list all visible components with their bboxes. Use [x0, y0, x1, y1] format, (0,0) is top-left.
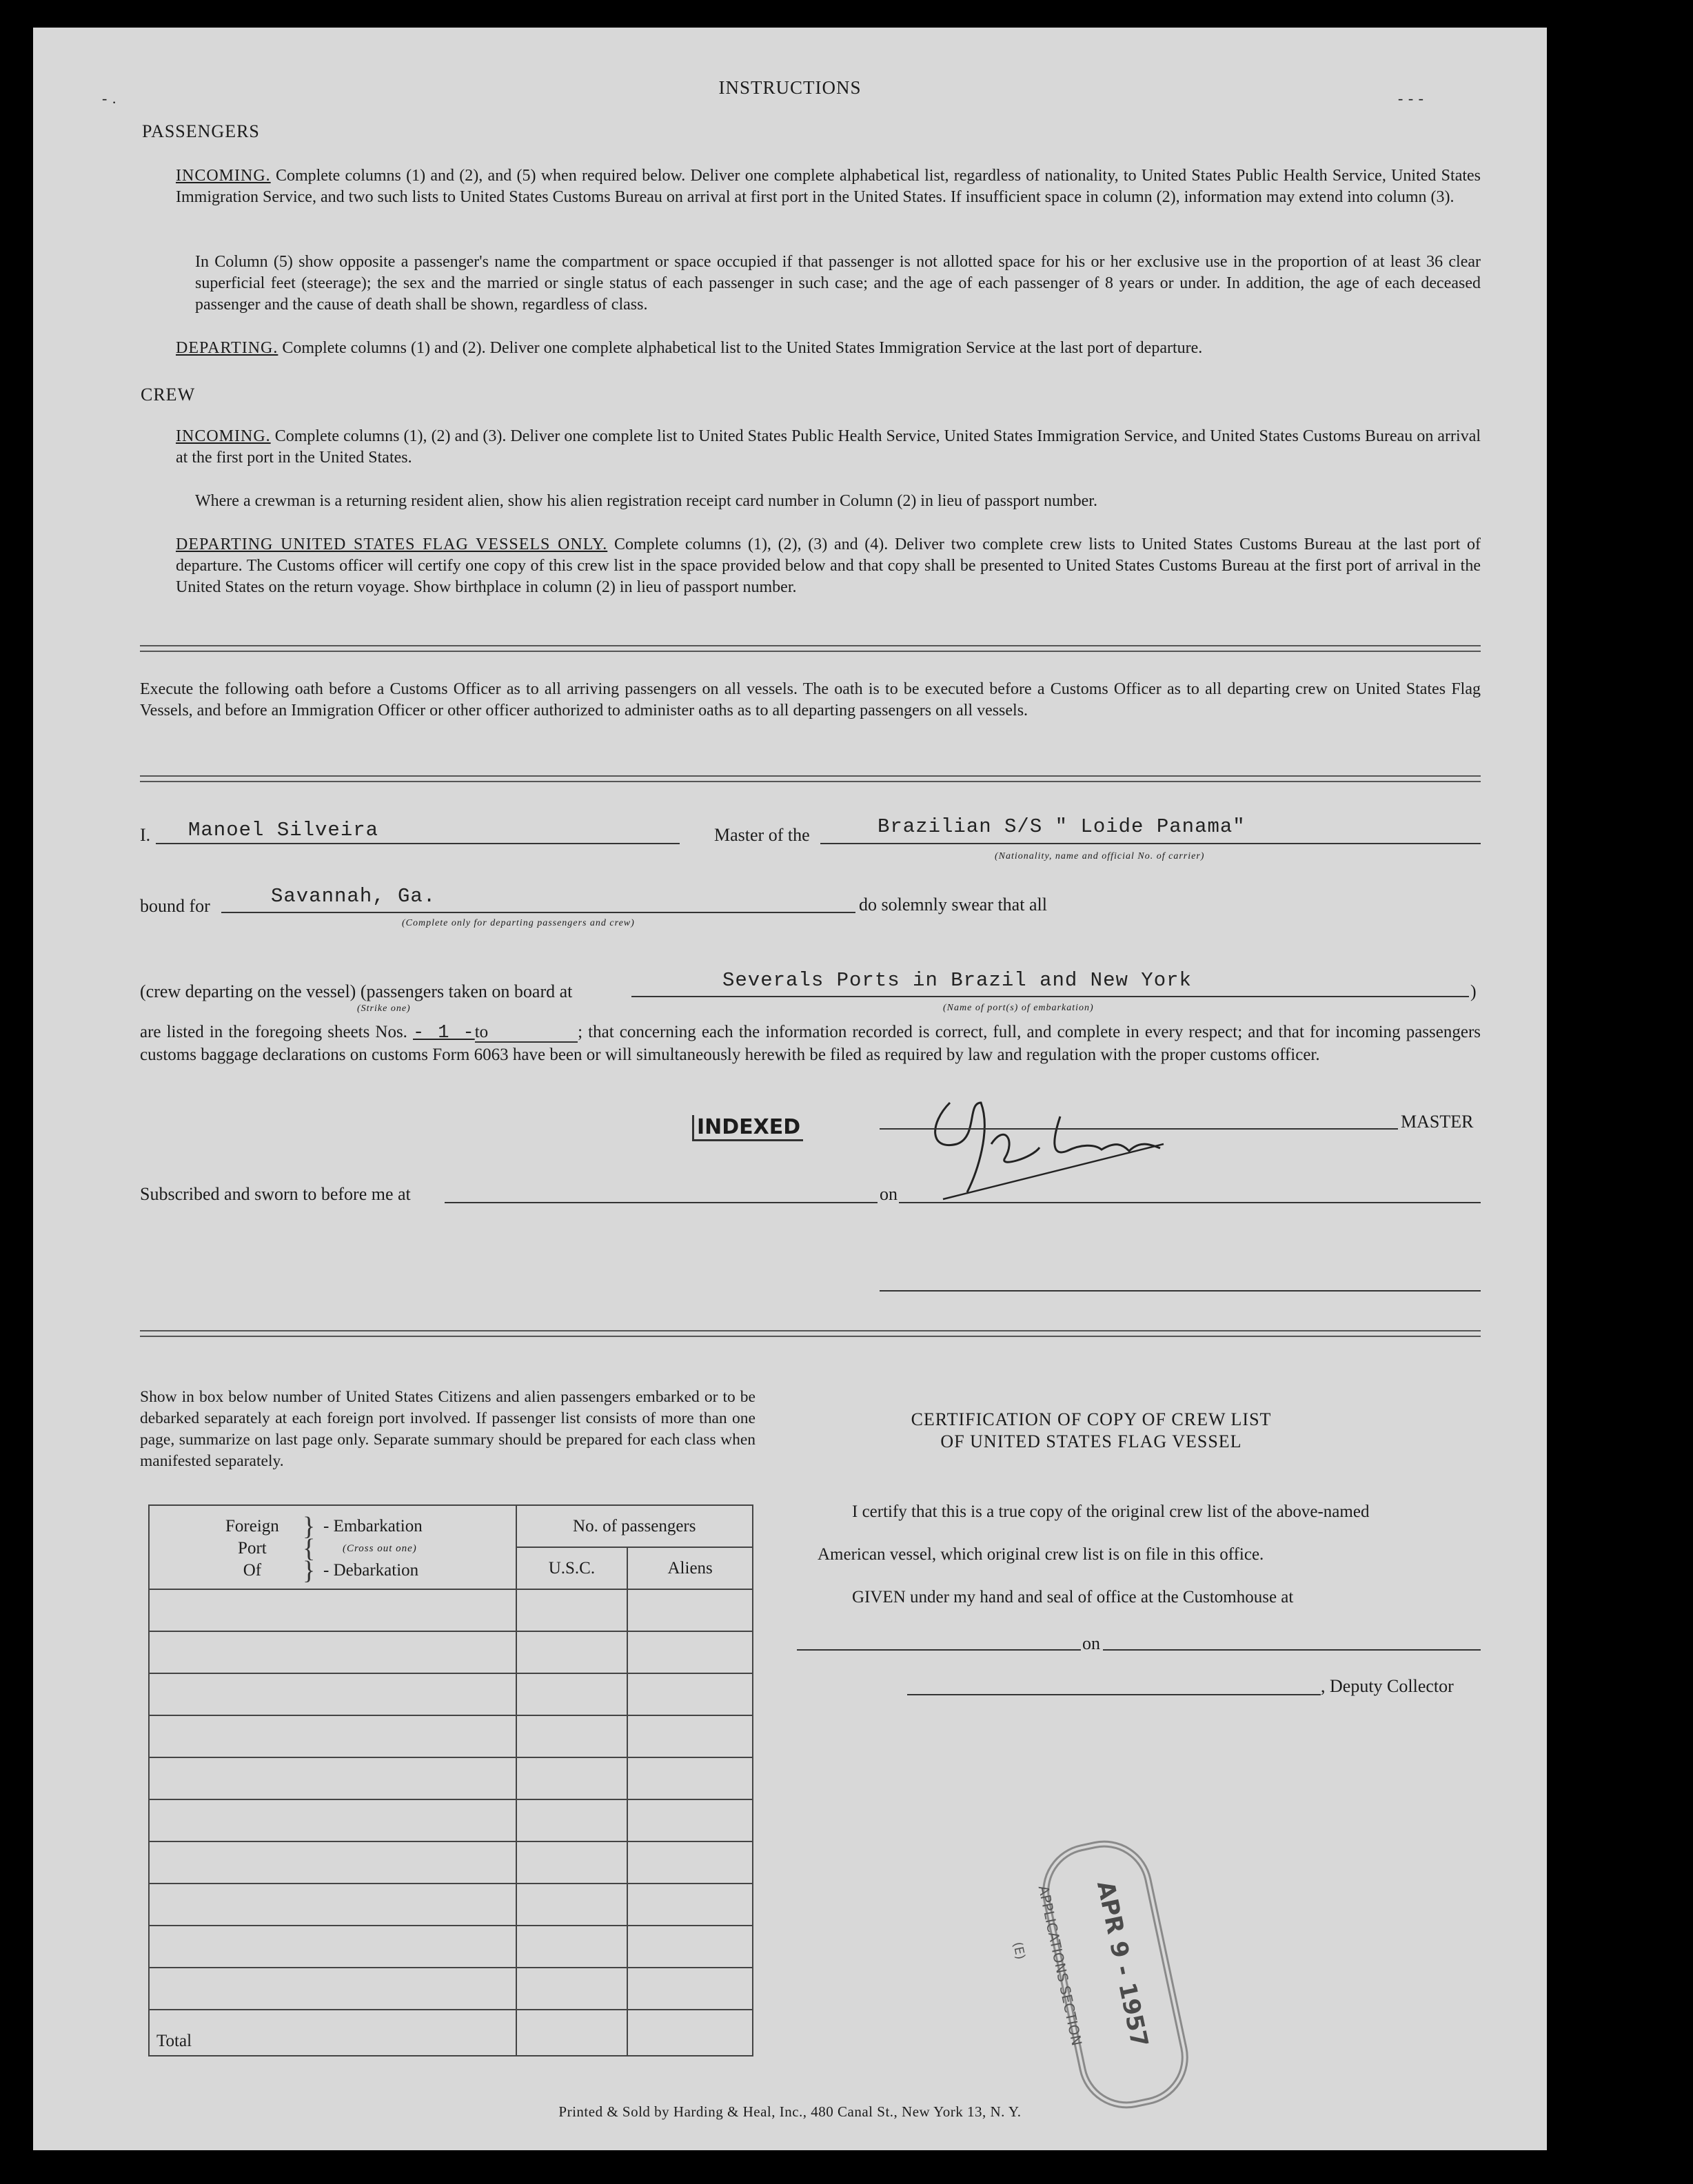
ports-close-paren: ) [1470, 981, 1477, 1001]
stamp-date: APR 9 - 1957 [1091, 1878, 1154, 2050]
table-row [149, 1631, 753, 1673]
given-text: GIVEN under my hand and seal of office at the Customhouse at [852, 1588, 1294, 1606]
received-stamp [998, 1833, 1205, 2109]
certification-on-label: on [1082, 1633, 1100, 1653]
aliens-cell[interactable] [627, 1673, 753, 1715]
aliens-cell[interactable] [627, 1926, 753, 1968]
certify-line-2: American vessel, which original crew list is on file in this office. [818, 1545, 1264, 1564]
usc-cell[interactable] [516, 1926, 628, 1968]
table-row [149, 1799, 753, 1841]
aliens-cell[interactable] [627, 1841, 753, 1884]
usc-cell[interactable] [516, 1841, 628, 1884]
usc-cell[interactable] [516, 1673, 628, 1715]
passengers-departing-paragraph [176, 338, 1481, 359]
certification-title-2: OF UNITED STATES FLAG VESSEL [940, 1431, 1242, 1451]
crew-resident-paragraph: Where a crewman is a returning resident alien, show his alien registration receipt card number in Column (2) in lieu of passport number. [195, 492, 1097, 510]
aliens-total-cell[interactable] [627, 2010, 753, 2056]
bound-for-value: Savannah, Ga. [271, 885, 436, 908]
master-name: Manoel Silveira [188, 819, 379, 841]
aliens-header: Aliens [627, 1547, 753, 1589]
port-cell[interactable] [149, 1757, 516, 1799]
crew-departing-text: Complete columns (1), (2), (3) and (4). Deliver two complete crew lists to United States Customs Bureau at the last port of departure. The Customs officer will certify one copy of this crew list in the space provided below and that copy shall be presented to United States Customs Bureau at the first port of arrival in the United States on the return voyage. Show birthplace in column (2) in lieu of passport number. [176, 535, 1481, 596]
stamp-code: (E) [1010, 1940, 1028, 1961]
deputy-signature-line [907, 1694, 1321, 1695]
table-row [149, 1968, 753, 2010]
bound-for-caption: (Complete only for departing passengers and crew) [402, 918, 635, 928]
deputy-collector-label: , Deputy Collector [1321, 1676, 1454, 1696]
total-row [149, 2010, 753, 2056]
master-of-label: Master of the [714, 825, 810, 845]
summary-instructions: Show in box below number of United States Citizens and alien passengers embarked or to be debarked separately at each foreign port involved. If passenger list consists of more than one page, summarize on last page only. Separate summary should be prepared for each class when manifested separately. [140, 1388, 756, 1470]
ports-value: Severals Ports in Brazil and New York [722, 969, 1192, 992]
indexed-stamp [692, 1115, 803, 1141]
port-cell[interactable] [149, 1589, 516, 1631]
port-cell[interactable] [149, 1841, 516, 1884]
swear-text: do solemnly swear that all [859, 895, 1047, 915]
strike-one-caption: (Strike one) [357, 1003, 411, 1014]
table-row [149, 1926, 753, 1968]
divider-3 [140, 1330, 1481, 1337]
passengers-incoming-label: INCOMING. [176, 167, 271, 185]
aliens-cell[interactable] [627, 1799, 753, 1841]
aliens-cell[interactable] [627, 1968, 753, 2010]
port-cell[interactable] [149, 1799, 516, 1841]
table-row [149, 1589, 753, 1631]
vessel-line [820, 843, 1481, 844]
aliens-cell[interactable] [627, 1884, 753, 1926]
master-signature [902, 1075, 1260, 1213]
usc-cell[interactable] [516, 1968, 628, 2010]
crew-departing-label: DEPARTING UNITED STATES FLAG VESSELS ONLY. [176, 535, 608, 553]
table-row [149, 1884, 753, 1926]
aliens-cell[interactable] [627, 1631, 753, 1673]
stamp-section: APPLICATIONS SECTION [1035, 1884, 1086, 2048]
table-row [149, 1715, 753, 1757]
passengers-departing-text: Complete columns (1) and (2). Deliver one complete alphabetical list to the United States Immigration Service at the last port of departure. [282, 339, 1203, 357]
crew-departing-text-line: (crew departing on the vessel) (passengers taken on board at [140, 981, 573, 1001]
aliens-cell[interactable] [627, 1757, 753, 1799]
port-cell[interactable] [149, 1673, 516, 1715]
customhouse-line [797, 1649, 1081, 1651]
corner-marks-left: - . [102, 90, 117, 107]
indexed-stamp-text: INDEXED [697, 1115, 801, 1139]
sheet-from: - 1 - [413, 1023, 475, 1043]
passengers-column5-paragraph: In Column (5) show opposite a passenger's name the compartment or space occupied if that passenger is not allotted space for his or her exclusive use in the proportion of at least 36 clear superficial feet (steerage); the sex and the married or single status of each passenger in such case; and the age of each passenger of 8 years or under. In addition, the age of each deceased passenger and the cause of death shall be shown, regardless of class. [195, 253, 1481, 314]
usc-cell[interactable] [516, 1715, 628, 1757]
document-sheet [33, 28, 1547, 2150]
foreign-port-header [149, 1505, 516, 1589]
page-title: INSTRUCTIONS [718, 77, 862, 98]
table-row [149, 1673, 753, 1715]
aliens-cell[interactable] [627, 1715, 753, 1757]
certify-line-1: I certify that this is a true copy of the original crew list of the above-named [852, 1502, 1370, 1521]
ports-line [631, 996, 1469, 997]
corner-marks-right: - - - [1398, 90, 1424, 107]
subscribed-on-label: on [880, 1184, 898, 1204]
ports-caption: (Name of port(s) of embarkation) [943, 1003, 1094, 1013]
total-label: Total [149, 2010, 516, 2056]
passengers-incoming-text: Complete columns (1) and (2), and (5) when required below. Deliver one complete alphabetical list, regardless of nationality, to United States Public Health Service, United States Immigration Service, and two such lists to United States Customs Bureau on arrival at first port in the United States. If insufficient space in column (2), information may extend into column (3). [176, 167, 1481, 206]
usc-header: U.S.C. [516, 1547, 628, 1589]
bound-for-label: bound for [140, 896, 210, 916]
master-signature-line [880, 1128, 1398, 1130]
listed-paragraph [140, 1021, 1481, 1065]
vessel-name: Brazilian S/S " Loide Panama" [878, 815, 1246, 838]
cross-out-caption: (Cross out one) [343, 1543, 417, 1554]
passengers-heading: PASSENGERS [142, 121, 260, 141]
usc-cell[interactable] [516, 1631, 628, 1673]
subscribed-date-line [899, 1202, 1481, 1203]
bound-for-line [221, 912, 855, 913]
aliens-cell[interactable] [627, 1589, 753, 1631]
port-cell[interactable] [149, 1926, 516, 1968]
debarkation-label: - Debarkation [323, 1561, 419, 1580]
usc-total-cell[interactable] [516, 2010, 628, 2056]
crew-heading: CREW [141, 385, 196, 405]
crew-departing-paragraph [176, 534, 1481, 598]
usc-cell[interactable] [516, 1799, 628, 1841]
crew-incoming-text: Complete columns (1), (2) and (3). Deliver one complete list to United States Public Health Service, United States Immigration Service, and United States Customs Bureau on arrival at the first port in the United States. [176, 427, 1481, 467]
port-cell[interactable] [149, 1884, 516, 1926]
table-row [149, 1841, 753, 1884]
passengers-incoming-paragraph [176, 165, 1481, 208]
passenger-summary-table [148, 1504, 753, 2057]
master-label: MASTER [1401, 1112, 1474, 1132]
officer-signature-line [880, 1290, 1481, 1292]
divider-2 [140, 775, 1481, 782]
passengers-departing-label: DEPARTING. [176, 339, 278, 357]
foreign-label-3: Of [243, 1561, 262, 1580]
passengers-count-header: No. of passengers [516, 1505, 753, 1547]
foreign-label-1: Foreign [225, 1517, 279, 1535]
divider-1 [140, 645, 1481, 652]
embarkation-label: - Embarkation [323, 1517, 423, 1535]
brace-icon: } { } [303, 1512, 316, 1585]
listed-suffix: ; that concerning each the information recorded is correct, full, and complete in every respect; and that for incoming passengers customs baggage declarations on customs Form 6063 have been or will simultaneously herewith be filed as required by law and regulation with the proper customs officer. [140, 1023, 1481, 1064]
port-cell[interactable] [149, 1631, 516, 1673]
summary-header-row [149, 1505, 753, 1547]
usc-cell[interactable] [516, 1884, 628, 1926]
master-name-line [156, 843, 680, 844]
printer-footer: Printed & Sold by Harding & Heal, Inc., 480 Canal St., New York 13, N. Y. [558, 2103, 1022, 2120]
port-cell[interactable] [149, 1968, 516, 2010]
foreign-label-2: Port [238, 1539, 267, 1558]
subscribed-place-line [445, 1202, 878, 1203]
listed-prefix: are listed in the foregoing sheets Nos. [140, 1023, 407, 1041]
sheet-to-label: to [475, 1023, 578, 1043]
certification-title-1: CERTIFICATION OF COPY OF CREW LIST [911, 1409, 1272, 1429]
usc-cell[interactable] [516, 1589, 628, 1631]
table-row [149, 1757, 753, 1799]
crew-incoming-paragraph [176, 426, 1481, 469]
vessel-caption: (Nationality, name and official No. of carrier) [995, 851, 1205, 861]
crew-incoming-label: INCOMING. [176, 427, 271, 445]
oath-intro: Execute the following oath before a Customs Officer as to all arriving passengers on all vessels. The oath is to be executed before a Customs Officer as to all departing crew on United States Flag Vessels, and before an Immigration Officer or other officer authorized to administer oaths as to all departing passengers on all vessels. [140, 680, 1481, 720]
port-cell[interactable] [149, 1715, 516, 1757]
subscribed-label: Subscribed and sworn to before me at [140, 1184, 411, 1204]
certification-date-line [1103, 1649, 1481, 1651]
oath-i-label: I. [140, 825, 151, 845]
usc-cell[interactable] [516, 1757, 628, 1799]
